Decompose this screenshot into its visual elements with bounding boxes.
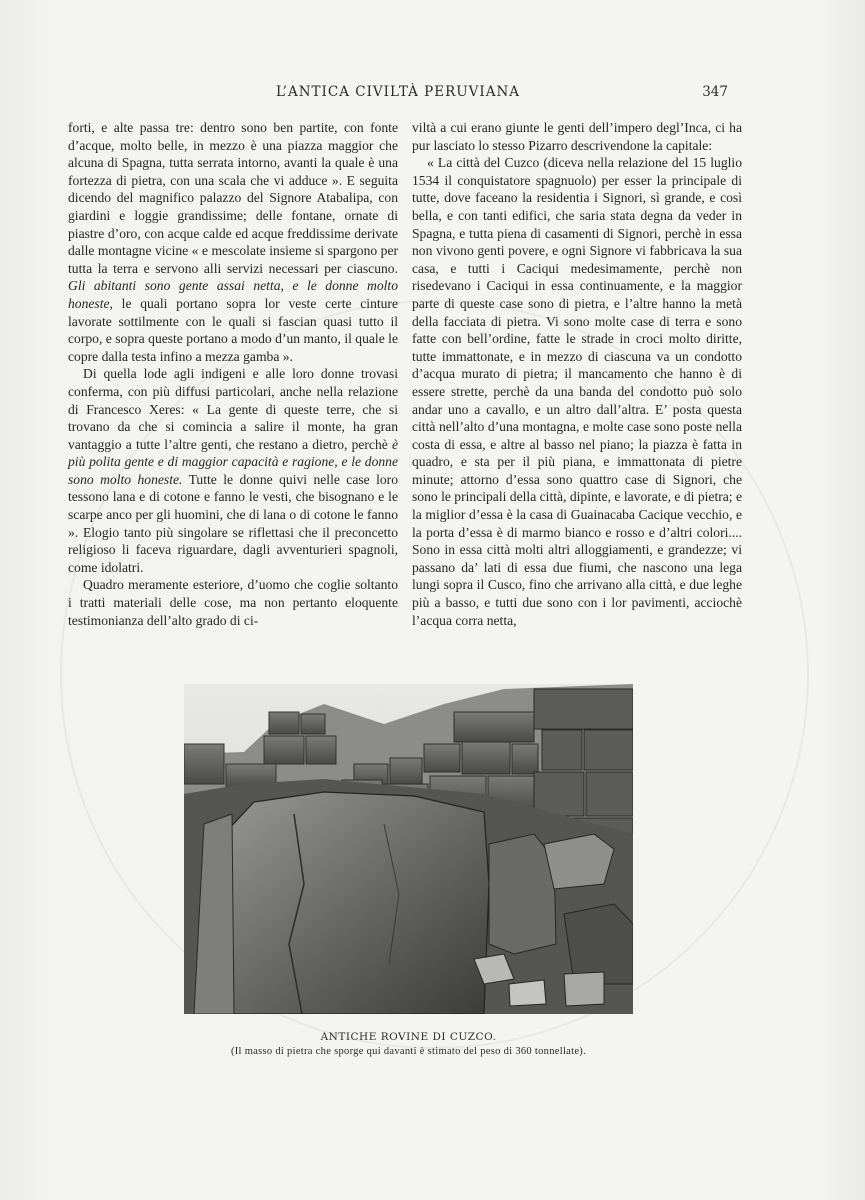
left-p1-italic: Gli abitanti sono gente assai netta, e le donne molto honeste, [68,278,398,311]
right-paragraph-1: viltà a cui erano giunte le genti dell’impero degl’Inca, ci ha pur lasciato lo stesso Pizarro descrivendone la capitale: [412,120,742,153]
giant-monolith [204,792,489,1014]
ruins-photograph-drawing [184,684,633,1014]
left-column [68,119,398,629]
left-paragraph-3: Quadro meramente esteriore, d’uomo che coglie soltanto i tratti materiali delle cose, ma non pertanto eloquente testimonianza dell’alto grado di ci- [68,577,398,628]
right-paragraph-2: « La città del Cuzco (diceva nella relazione del 15 luglio 1534 il conquistatore spagnuolo) per esser la principale di tutte, dove faceano la residentia i Signori, sì grande, e così bella, e con tanti edifici, che saria stata degna da veder in Spagna, e tutta piena di casamenti di Signori, perchè in essa non vivono genti povere, e ogni Signore vi fabbricava la sua casa, e tutti i Caciqui medesimamente, perchè non risedevano i Caciqui in essa continuamente, e la maggior parte di queste case sono di pietra, e l’altre hanno la metà della facciata di pietra. Vi sono molte case di terra e sono fatte con bell’ordine, fatte le strade in croci molto diritte, tutte immattonate, e in mezzo di ciascuna va un condotto d’acqua murato di pietra; il mancamento che hanno è di essere strette, perchè da una banda del condotto può solo andar uno a cavallo, e un altro dall’altra. E’ posta questa città nell’alto d’una montagna, e molte case sono poste nella costa di essa, e altre al basso nel piano; la piazza è fatta in quadro, e sta per il più piana, e immattonata di pietre minute; attorno d’essa sono quattro case di Signori, che sono le principali della città, dipinte, e lavorate, e di pietra; e la miglior d’essa è la casa di Guainacaba Cacique vecchio, e la porta d’essa è di marmo bianco e rosso e d’altri colori.... Sono in essa città molti altri alloggiamenti, e grandezze; vi passano da’ lati di essa due fiumi, che nascono una lega lungi sopra il Cusco, fino che arrivano alla città, e due leghe più a basso, e tutti due sono con i lor pavimenti, acciochè l’acqua corra netta, [412,155,742,628]
figure-caption-note: (Il masso di pietra che sporge qui davanti è stimato del peso di 360 tonnellate). [230,1046,587,1057]
ruins-photograph [184,684,633,1014]
page-number: 347 [702,84,728,100]
running-title: L’ANTICA CIVILTÀ PERUVIANA [275,84,521,100]
left-paragraph-2 [68,365,398,576]
left-p2-text-b: Tutte le donne quivi nelle case loro tessono lana e di cotone e fanno le vesti, che bisognano e le scarpe anco per gli huomini, che di lana o di cotone le fanno ». Elogio tanto più singolare se riflettasi che il preconcetto religioso li faceva riguardare, dagli avventurieri spagnoli, come idolatri. [68,471,399,575]
left-p1-text-b: le quali portano sopra lor veste certe cinture lavorate sottilmente con le quali si fascian quasi tutto il corpo, e sopra queste portano a modo d’un manto, il quale le copre dalla testa infino a mezza gamba ». [68,295,398,364]
right-column [412,119,742,629]
left-p2-italic: è più polita gente e di maggior capacità e ragione, e le donne sono molto honeste. [68,436,398,487]
left-p2-text-a: Di quella lode agli indigeni e alle loro donne trovasi conferma, con più diffusi particolari, anche nella relazione di Francesco Xeres: « La gente di queste terre, che si trovano da che si comincia a salire il monte, ha gran vantaggio a tutte l’altre genti, che restano a dietro, perchè [68,366,398,452]
left-p1-text-a: forti, e alte passa tre: dentro sono ben partite, con fonte d’acque, molto belle, in mezzo è una piazza maggior che alcuna di Spagna, tutta serrata intorno, avanti la quale è una fortezza di pietra, con una scala che vi adduce ». E seguita dicendo del magnifico palazzo del Signore Atabalipa, con giardini e loggie grandissime; delle fontane, ornate di piastre d’oro, con acque calde ed acque freddissime derivate dalle montagne vicine « e mescolate insieme si spargono per tutta la terra e servono alli servizi necessari per ciascuno. [68,120,398,276]
left-paragraph-1 [68,119,398,365]
figure-caption-title: ANTICHE ROVINE DI CUZCO. [320,1031,497,1043]
page-header [68,84,728,106]
